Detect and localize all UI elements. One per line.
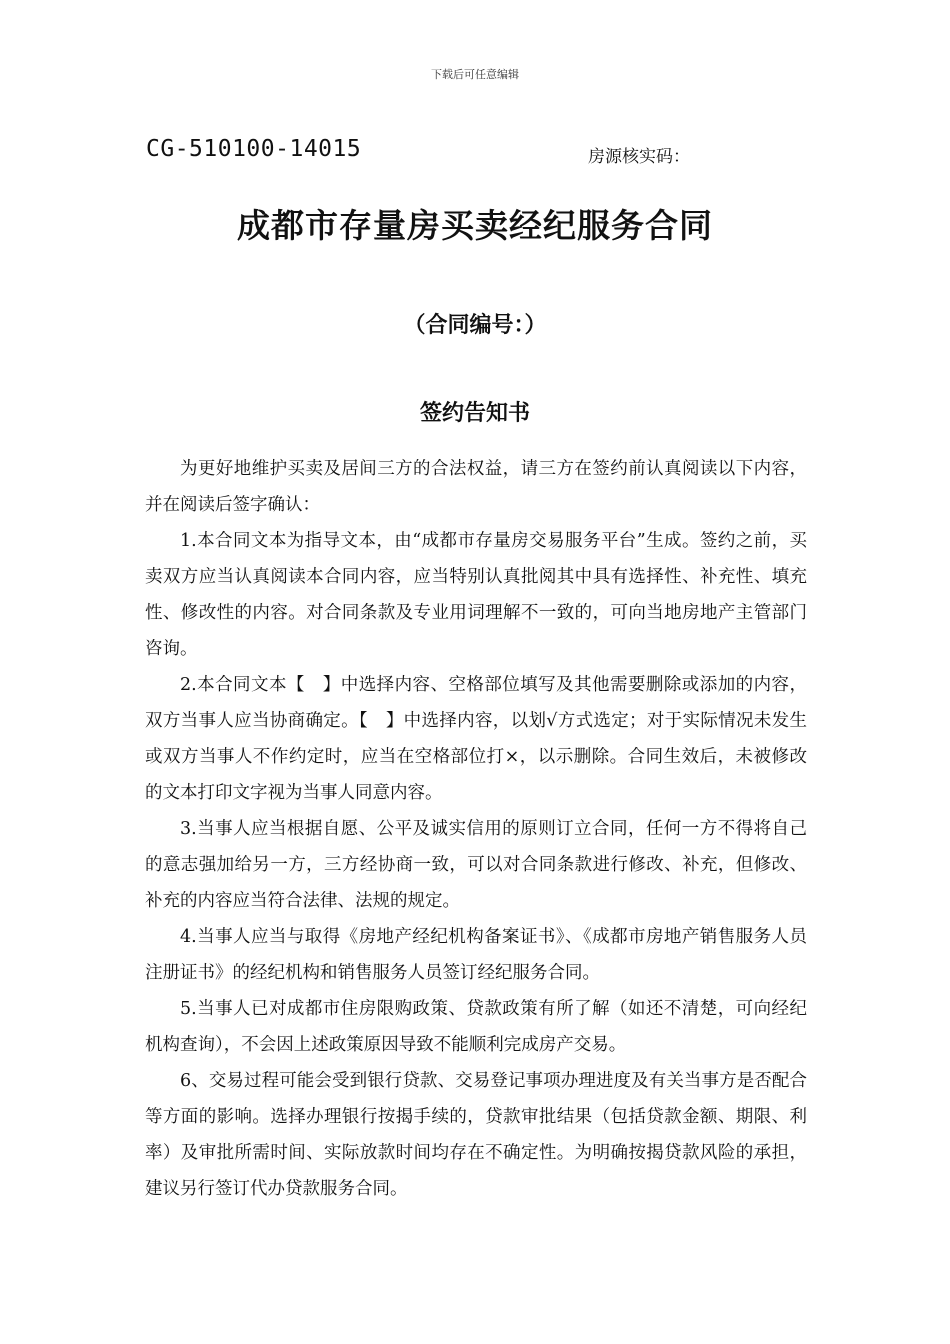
notice-paragraph: 4.当事人应当与取得《房地产经纪机构备案证书》、《成都市房地产销售服务人员注册证书》的经纪机构和销售服务人员签订经纪服务合同。	[145, 927, 807, 983]
header-line	[146, 136, 826, 166]
notice-paragraph: 为更好地维护买卖及居间三方的合法权益，请三方在签约前认真阅读以下内容，并在阅读后签字确认：	[145, 459, 807, 515]
notice-paragraph: 6、交易过程可能会受到银行贷款、交易登记事项办理进度及有关当事方是否配合等方面的影响。选择办理银行按揭手续的，贷款审批结果（包括贷款金额、期限、利率）及审批所需时间、实际放款时间均存在不确定性。为明确按揭贷款风险的承担，建议另行签订代办贷款服务合同。	[145, 1071, 807, 1199]
contract-code: CG-510100-14015	[146, 136, 362, 162]
notice-paragraph: 2.本合同文本【 】中选择内容、空格部位填写及其他需要删除或添加的内容，双方当事人应当协商确定。【 】中选择内容，以划√方式选定；对于实际情况未发生或双方当事人不作约定时，应当在空格部位打×，以示删除。合同生效后，未被修改的文本打印文字视为当事人同意内容。	[145, 675, 807, 803]
contract-number: （合同编号：）	[403, 313, 547, 338]
document-title: 成都市存量房买卖经纪服务合同	[237, 206, 713, 245]
notice-body	[145, 451, 807, 1207]
verify-code-label: 房源核实码：	[588, 147, 690, 167]
download-note: 下载后可任意编辑	[431, 68, 519, 81]
notice-paragraph: 3.当事人应当根据自愿、公平及诚实信用的原则订立合同，任何一方不得将自己的意志强加给另一方，三方经协商一致，可以对合同条款进行修改、补充，但修改、补充的内容应当符合法律、法规的规定。	[145, 819, 807, 911]
notice-paragraph: 1.本合同文本为指导文本，由“成都市存量房交易服务平台”生成。签约之前，买卖双方应当认真阅读本合同内容，应当特别认真批阅其中具有选择性、补充性、填充性、修改性的内容。对合同条款及专业用词理解不一致的，可向当地房地产主管部门咨询。	[145, 531, 807, 659]
notice-title: 签约告知书	[419, 401, 530, 426]
notice-paragraph: 5.当事人已对成都市住房限购政策、贷款政策有所了解（如还不清楚，可向经纪机构查询），不会因上述政策原因导致不能顺利完成房产交易。	[145, 999, 807, 1055]
